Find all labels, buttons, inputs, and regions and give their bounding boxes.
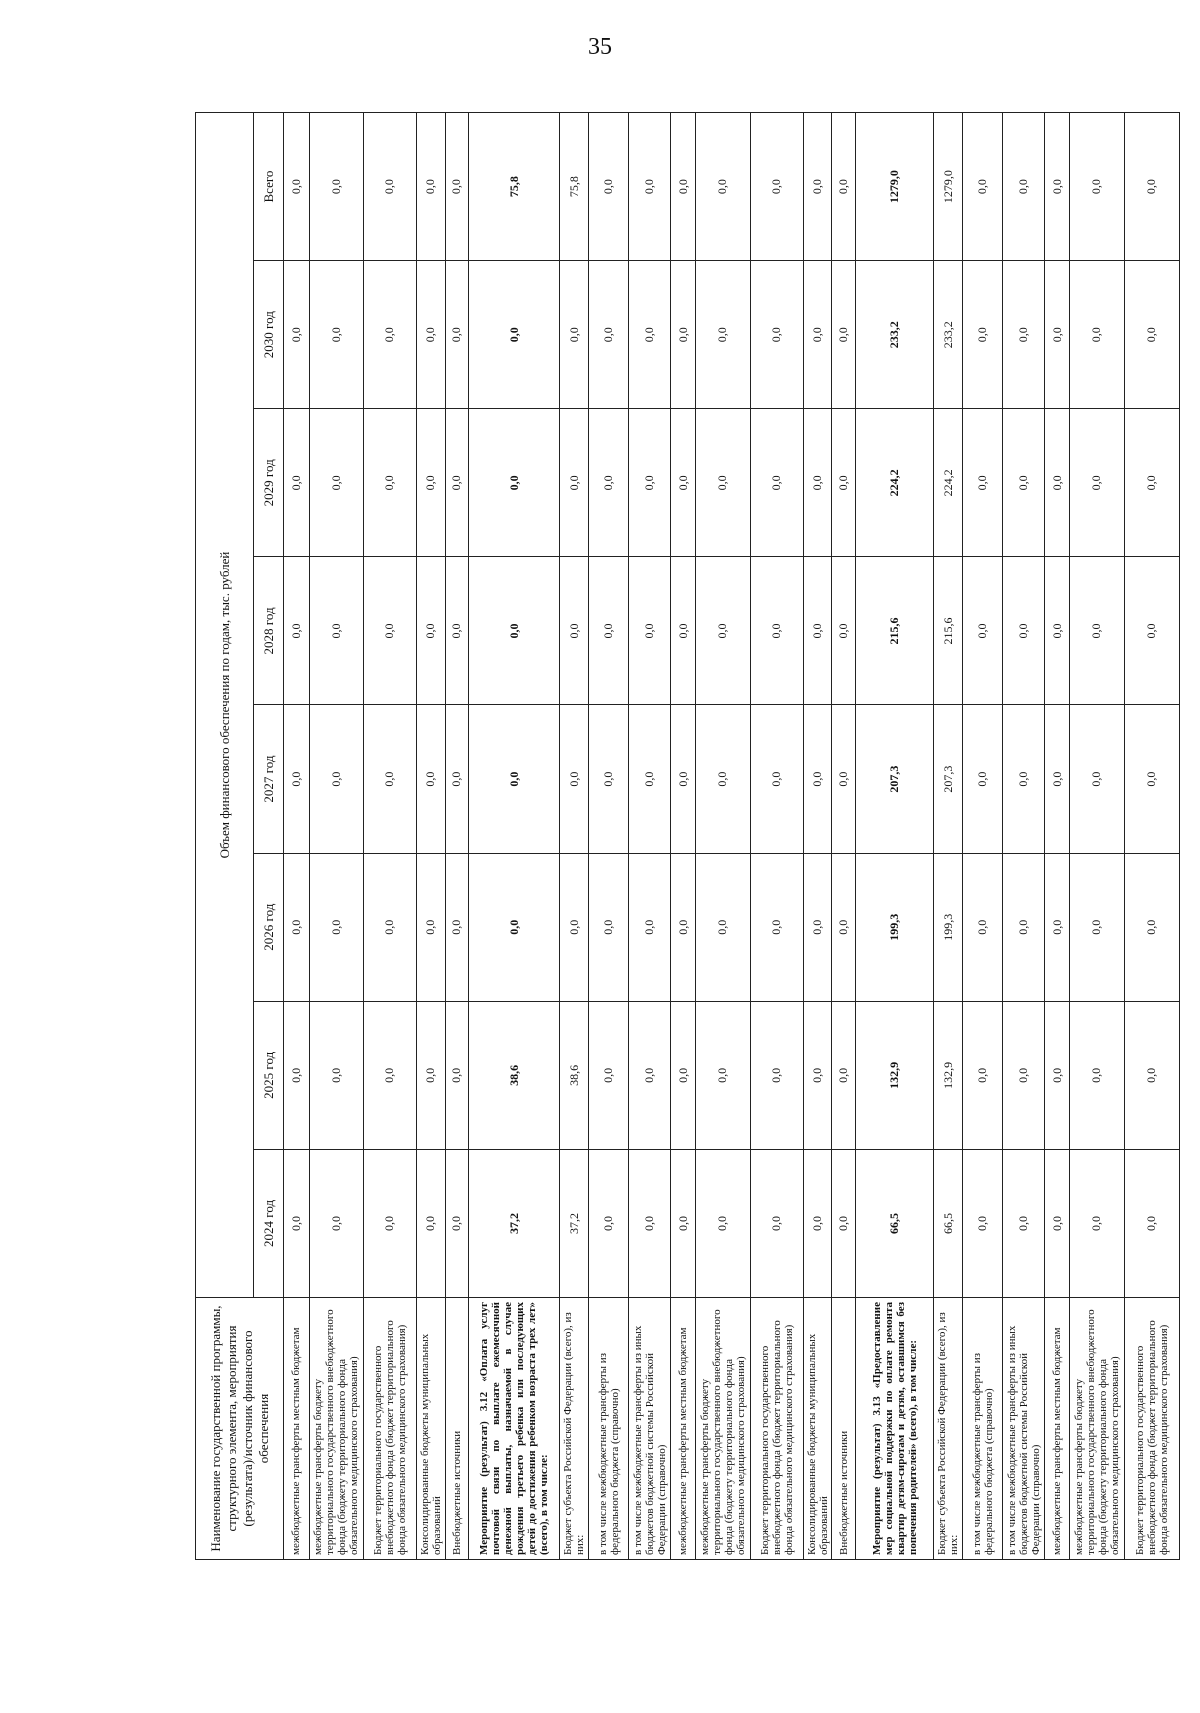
row-value-cell: 0,0	[629, 853, 670, 1001]
row-value-cell: 0,0	[1003, 409, 1044, 557]
row-value-cell: 0,0	[589, 1149, 629, 1297]
row-value-cell: 0,0	[1003, 1001, 1044, 1149]
row-value-cell: 0,0	[560, 261, 589, 409]
row-value-cell: 0,0	[803, 1149, 832, 1297]
row-value-cell: 0,0	[416, 1001, 445, 1149]
table-row	[1003, 113, 1044, 1560]
row-value-cell: 199,3	[934, 853, 963, 1001]
row-name-cell: Бюджет территориального государственного внебюджетного фонда (бюджет территориального фонда обязательного медицинского страхования)	[363, 1298, 416, 1560]
row-value-cell: 0,0	[468, 705, 559, 853]
row-value-cell: 0,0	[1070, 261, 1124, 409]
row-value-cell: 0,0	[589, 853, 629, 1001]
row-value-cell: 0,0	[1124, 1149, 1179, 1297]
row-value-cell: 0,0	[670, 853, 696, 1001]
header-volume-cell: Объем финансового обеспечения по годам, тыс. рублей	[196, 113, 254, 1298]
row-total-cell: 0,0	[416, 113, 445, 261]
row-value-cell: 233,2	[855, 261, 934, 409]
row-total-cell: 0,0	[1003, 113, 1044, 261]
row-total-cell: 0,0	[696, 113, 750, 261]
row-total-cell: 0,0	[445, 113, 468, 261]
table-row	[1070, 113, 1124, 1560]
row-value-cell: 0,0	[963, 557, 1003, 705]
row-value-cell: 0,0	[284, 557, 310, 705]
row-value-cell: 0,0	[629, 261, 670, 409]
row-value-cell: 0,0	[803, 557, 832, 705]
row-value-cell: 0,0	[832, 1001, 855, 1149]
row-value-cell: 0,0	[670, 557, 696, 705]
table-row	[1044, 113, 1070, 1560]
row-value-cell: 0,0	[284, 853, 310, 1001]
row-value-cell: 0,0	[1003, 853, 1044, 1001]
row-value-cell: 0,0	[416, 705, 445, 853]
row-value-cell: 0,0	[1124, 557, 1179, 705]
row-name-cell: межбюджетные трансферты бюджету территориального государственного внебюджетного фонда (бюджету территориального фонда обязательного медицинского страхования)	[309, 1298, 363, 1560]
row-value-cell: 37,2	[468, 1149, 559, 1297]
row-value-cell: 0,0	[1044, 1001, 1070, 1149]
row-value-cell: 0,0	[445, 1149, 468, 1297]
row-value-cell: 224,2	[934, 409, 963, 557]
row-value-cell: 0,0	[416, 1149, 445, 1297]
row-value-cell: 215,6	[855, 557, 934, 705]
row-value-cell: 0,0	[1044, 705, 1070, 853]
year-header: 2028 год	[254, 557, 284, 705]
row-value-cell: 38,6	[560, 1001, 589, 1149]
row-value-cell: 0,0	[589, 1001, 629, 1149]
year-header: 2030 год	[254, 261, 284, 409]
row-value-cell: 233,2	[934, 261, 963, 409]
row-value-cell: 207,3	[855, 705, 934, 853]
row-value-cell: 0,0	[560, 853, 589, 1001]
row-value-cell: 0,0	[803, 261, 832, 409]
row-value-cell: 0,0	[750, 1001, 803, 1149]
row-value-cell: 0,0	[560, 557, 589, 705]
table-row-measure	[855, 113, 934, 1560]
row-value-cell: 37,2	[560, 1149, 589, 1297]
row-name-cell: Бюджет субъекта Российской Федерации (всего), из них:	[560, 1298, 589, 1560]
row-value-cell: 0,0	[670, 261, 696, 409]
row-value-cell: 0,0	[1003, 261, 1044, 409]
row-total-cell: 0,0	[832, 113, 855, 261]
row-value-cell: 0,0	[468, 557, 559, 705]
row-name-cell: Внебюджетные источники	[832, 1298, 855, 1560]
row-value-cell: 0,0	[750, 1149, 803, 1297]
row-value-cell: 0,0	[468, 261, 559, 409]
table-body	[284, 113, 1180, 1560]
row-value-cell: 0,0	[284, 1001, 310, 1149]
table-row-measure	[468, 113, 559, 1560]
row-value-cell: 0,0	[560, 409, 589, 557]
row-value-cell: 0,0	[445, 1001, 468, 1149]
row-value-cell: 0,0	[445, 557, 468, 705]
row-value-cell: 0,0	[629, 1149, 670, 1297]
row-value-cell: 0,0	[963, 1149, 1003, 1297]
financing-table	[195, 112, 1180, 1560]
row-value-cell: 0,0	[696, 261, 750, 409]
row-value-cell: 0,0	[560, 705, 589, 853]
row-value-cell: 0,0	[696, 1149, 750, 1297]
table-row	[363, 113, 416, 1560]
row-value-cell: 0,0	[629, 409, 670, 557]
row-name-cell: Бюджет субъекта Российской Федерации (всего), из них:	[934, 1298, 963, 1560]
row-name-cell: Внебюджетные источники	[445, 1298, 468, 1560]
row-value-cell: 0,0	[670, 409, 696, 557]
row-value-cell: 0,0	[750, 409, 803, 557]
row-name-cell: в том числе межбюджетные трансферты из иных бюджетов бюджетной системы Российской Федерации (справочно)	[1003, 1298, 1044, 1560]
row-value-cell: 0,0	[416, 261, 445, 409]
year-header: 2029 год	[254, 409, 284, 557]
table-row	[750, 113, 803, 1560]
year-header: 2024 год	[254, 1149, 284, 1297]
row-value-cell: 0,0	[1070, 557, 1124, 705]
row-value-cell: 0,0	[696, 409, 750, 557]
row-value-cell: 0,0	[803, 705, 832, 853]
row-value-cell: 0,0	[696, 853, 750, 1001]
row-value-cell: 0,0	[1044, 261, 1070, 409]
row-value-cell: 0,0	[363, 853, 416, 1001]
row-value-cell: 0,0	[309, 261, 363, 409]
row-value-cell: 38,6	[468, 1001, 559, 1149]
row-value-cell: 207,3	[934, 705, 963, 853]
row-total-cell: 1279,0	[934, 113, 963, 261]
row-value-cell: 66,5	[855, 1149, 934, 1297]
table-row	[1124, 113, 1179, 1560]
row-value-cell: 0,0	[309, 409, 363, 557]
row-value-cell: 0,0	[309, 1149, 363, 1297]
row-value-cell: 0,0	[589, 705, 629, 853]
table-row	[934, 113, 963, 1560]
row-value-cell: 0,0	[445, 409, 468, 557]
row-name-cell: Консолидированные бюджеты муниципальных образований	[416, 1298, 445, 1560]
row-value-cell: 0,0	[309, 853, 363, 1001]
row-value-cell: 0,0	[445, 853, 468, 1001]
row-value-cell: 0,0	[589, 557, 629, 705]
row-value-cell: 0,0	[750, 705, 803, 853]
row-value-cell: 0,0	[832, 557, 855, 705]
table-row	[416, 113, 445, 1560]
row-value-cell: 0,0	[363, 705, 416, 853]
row-value-cell: 0,0	[1124, 261, 1179, 409]
year-header: 2026 год	[254, 853, 284, 1001]
row-name-cell: Консолидированные бюджеты муниципальных образований	[803, 1298, 832, 1560]
row-value-cell: 0,0	[284, 261, 310, 409]
row-value-cell: 0,0	[750, 261, 803, 409]
row-value-cell: 0,0	[832, 705, 855, 853]
row-value-cell: 0,0	[1044, 557, 1070, 705]
row-name-cell: Мероприятие (результат) 3.13 «Предоставление мер социальной поддержки по оплате ремонта квартир детям-сиротам и детям, оставшимся без попечения родителей» (всего), в том числе:	[855, 1298, 934, 1560]
row-value-cell: 0,0	[963, 1001, 1003, 1149]
table-row	[670, 113, 696, 1560]
total-header: Всего	[254, 113, 284, 261]
row-value-cell: 0,0	[1003, 705, 1044, 853]
row-value-cell: 0,0	[309, 557, 363, 705]
row-total-cell: 0,0	[803, 113, 832, 261]
row-value-cell: 0,0	[750, 557, 803, 705]
table-row	[284, 113, 310, 1560]
row-name-cell: межбюджетные трансферты местным бюджетам	[284, 1298, 310, 1560]
row-name-cell: Бюджет территориального государственного внебюджетного фонда (бюджет территориального фонда обязательного медицинского страхования)	[750, 1298, 803, 1560]
row-name-cell: межбюджетные трансферты местным бюджетам	[1044, 1298, 1070, 1560]
table-header-row	[196, 113, 254, 1560]
row-total-cell: 0,0	[1124, 113, 1179, 261]
row-value-cell: 0,0	[629, 705, 670, 853]
table-row	[696, 113, 750, 1560]
row-value-cell: 224,2	[855, 409, 934, 557]
row-value-cell: 0,0	[589, 409, 629, 557]
table-row	[560, 113, 589, 1560]
row-total-cell: 1279,0	[855, 113, 934, 261]
row-value-cell: 0,0	[363, 1001, 416, 1149]
row-value-cell: 0,0	[803, 409, 832, 557]
row-value-cell: 0,0	[696, 705, 750, 853]
row-value-cell: 0,0	[1124, 853, 1179, 1001]
row-total-cell: 0,0	[629, 113, 670, 261]
table-row	[629, 113, 670, 1560]
row-value-cell: 0,0	[629, 1001, 670, 1149]
row-value-cell: 0,0	[670, 1001, 696, 1149]
row-total-cell: 0,0	[1044, 113, 1070, 261]
row-value-cell: 0,0	[803, 1001, 832, 1149]
row-name-cell: межбюджетные трансферты бюджету территориального государственного внебюджетного фонда (бюджету территориального фонда обязательного медицинского страхования)	[1070, 1298, 1124, 1560]
row-value-cell: 0,0	[284, 705, 310, 853]
row-total-cell: 0,0	[309, 113, 363, 261]
row-value-cell: 0,0	[963, 705, 1003, 853]
row-value-cell: 0,0	[1070, 409, 1124, 557]
row-name-cell: в том числе межбюджетные трансферты из федерального бюджета (справочно)	[963, 1298, 1003, 1560]
row-value-cell: 0,0	[284, 409, 310, 557]
row-total-cell: 75,8	[468, 113, 559, 261]
row-value-cell: 0,0	[1044, 409, 1070, 557]
year-header: 2027 год	[254, 705, 284, 853]
row-value-cell: 0,0	[363, 409, 416, 557]
page-number: 35	[588, 34, 612, 60]
row-value-cell: 0,0	[416, 853, 445, 1001]
row-value-cell: 0,0	[832, 1149, 855, 1297]
row-value-cell: 0,0	[963, 409, 1003, 557]
row-value-cell: 0,0	[416, 557, 445, 705]
row-value-cell: 0,0	[1124, 705, 1179, 853]
row-name-cell: межбюджетные трансферты бюджету территориального государственного внебюджетного фонда (бюджету территориального фонда обязательного медицинского страхования)	[696, 1298, 750, 1560]
table-row	[309, 113, 363, 1560]
table-row	[445, 113, 468, 1560]
year-header: 2025 год	[254, 1001, 284, 1149]
table-row	[803, 113, 832, 1560]
row-value-cell: 0,0	[963, 261, 1003, 409]
row-total-cell: 0,0	[363, 113, 416, 261]
row-value-cell: 0,0	[629, 557, 670, 705]
row-total-cell: 0,0	[750, 113, 803, 261]
row-value-cell: 0,0	[309, 1001, 363, 1149]
row-value-cell: 0,0	[363, 1149, 416, 1297]
row-value-cell: 0,0	[1044, 1149, 1070, 1297]
row-value-cell: 132,9	[855, 1001, 934, 1149]
row-value-cell: 0,0	[363, 557, 416, 705]
row-name-cell: в том числе межбюджетные трансферты из иных бюджетов бюджетной системы Российской Федерации (справочно)	[629, 1298, 670, 1560]
row-name-cell: Бюджет территориального государственного внебюджетного фонда (бюджет территориального фонда обязательного медицинского страхования)	[1124, 1298, 1179, 1560]
row-total-cell: 0,0	[1070, 113, 1124, 261]
row-name-cell: Мероприятие (результат) 3.12 «Оплата услуг почтовой связи по выплате ежемесячной денежной выплаты, назначаемой в случае рождения третьего ребенка или последующих детей до достижения ребенком возраста трех лет» (всего), в том числе:	[468, 1298, 559, 1560]
row-value-cell: 0,0	[309, 705, 363, 853]
row-total-cell: 0,0	[670, 113, 696, 261]
row-value-cell: 0,0	[445, 261, 468, 409]
row-value-cell: 0,0	[963, 853, 1003, 1001]
row-value-cell: 0,0	[696, 557, 750, 705]
row-value-cell: 0,0	[832, 409, 855, 557]
row-value-cell: 0,0	[1124, 409, 1179, 557]
row-value-cell: 0,0	[1124, 1001, 1179, 1149]
row-total-cell: 0,0	[963, 113, 1003, 261]
row-value-cell: 0,0	[1003, 1149, 1044, 1297]
row-value-cell: 66,5	[934, 1149, 963, 1297]
row-value-cell: 0,0	[1070, 1001, 1124, 1149]
row-value-cell: 0,0	[1070, 1149, 1124, 1297]
row-total-cell: 0,0	[284, 113, 310, 261]
row-name-cell: в том числе межбюджетные трансферты из федерального бюджета (справочно)	[589, 1298, 629, 1560]
row-value-cell: 215,6	[934, 557, 963, 705]
row-value-cell: 0,0	[832, 853, 855, 1001]
row-value-cell: 0,0	[468, 853, 559, 1001]
row-value-cell: 0,0	[832, 261, 855, 409]
row-value-cell: 0,0	[670, 1149, 696, 1297]
row-name-cell: межбюджетные трансферты местным бюджетам	[670, 1298, 696, 1560]
row-value-cell: 0,0	[1070, 705, 1124, 853]
row-value-cell: 132,9	[934, 1001, 963, 1149]
row-value-cell: 0,0	[284, 1149, 310, 1297]
row-value-cell: 0,0	[363, 261, 416, 409]
table-row	[832, 113, 855, 1560]
row-value-cell: 0,0	[445, 705, 468, 853]
row-total-cell: 75,8	[560, 113, 589, 261]
row-total-cell: 0,0	[589, 113, 629, 261]
row-value-cell: 0,0	[468, 409, 559, 557]
row-value-cell: 0,0	[1070, 853, 1124, 1001]
row-value-cell: 0,0	[696, 1001, 750, 1149]
row-value-cell: 0,0	[750, 853, 803, 1001]
header-name-cell: Наименование государственной программы, структурного элемента, мероприятия (результата)/источник финансового обеспечения	[196, 1298, 284, 1560]
row-value-cell: 0,0	[670, 705, 696, 853]
row-value-cell: 0,0	[1044, 853, 1070, 1001]
table-row	[589, 113, 629, 1560]
row-value-cell: 0,0	[589, 261, 629, 409]
rotated-table-container	[195, 112, 1180, 1560]
row-value-cell: 0,0	[803, 853, 832, 1001]
row-value-cell: 0,0	[1003, 557, 1044, 705]
table-row	[963, 113, 1003, 1560]
row-value-cell: 0,0	[416, 409, 445, 557]
row-value-cell: 199,3	[855, 853, 934, 1001]
